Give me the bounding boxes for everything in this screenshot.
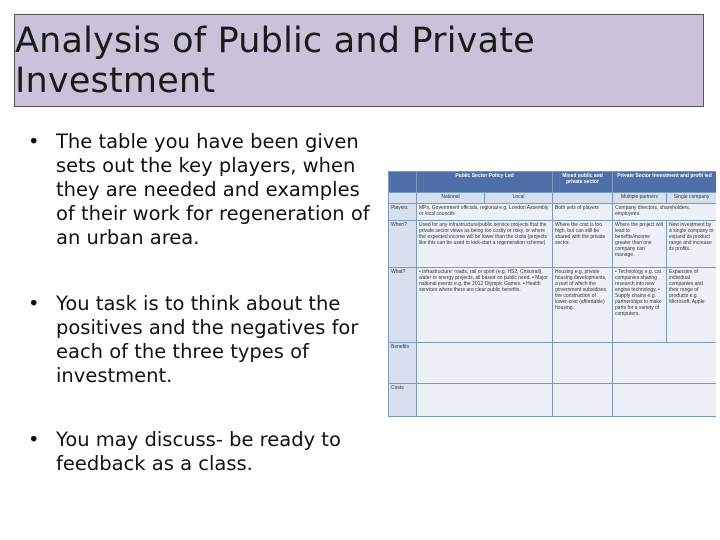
cell-players-private: Company directors, shareholders, employees bbox=[613, 204, 716, 221]
investment-table bbox=[388, 171, 716, 417]
table-row bbox=[389, 221, 717, 268]
cell-benefits-public bbox=[417, 343, 553, 384]
subheader-single-company: Single company bbox=[667, 193, 716, 204]
cell-what-private-single: Expansion of individual companies and their range of products e.g. Microsoft, Apple bbox=[667, 268, 716, 343]
cell-when-private-multi: Where the project will lead to benefits/income greater than one company can manage. bbox=[613, 221, 667, 268]
table-row bbox=[389, 343, 717, 384]
bullet-item bbox=[28, 292, 378, 388]
cell-players-mixed: Both sets of players bbox=[553, 204, 613, 221]
table-header-row bbox=[389, 172, 717, 193]
cell-what-mixed: Housing e.g. private housing developments, a part of which the government subsidises the construction of lower-cost (affordable) housing. bbox=[553, 268, 613, 343]
subheader-mixed bbox=[553, 193, 613, 204]
row-label-what: What? bbox=[389, 268, 417, 343]
subheader-national: National bbox=[417, 193, 485, 204]
investment-table-image bbox=[388, 171, 716, 417]
table-subheader-row bbox=[389, 193, 717, 204]
bullet-icon: • bbox=[28, 130, 40, 153]
cell-when-public: Used for any infrastructure/public service projects that the private sector views as being too costly or risky, or where the expected income will be lower than the costs (projects like this can be used to kick-start a regeneration scheme) bbox=[417, 221, 553, 268]
slide-title: Analysis of Public and Private Investment bbox=[15, 20, 535, 101]
title-box bbox=[14, 14, 704, 107]
bullet-text: You may discuss- be ready to feedback as a class. bbox=[56, 428, 341, 475]
cell-what-private-multi: • Technology e.g. car companies sharing research into new engine technology. • Supply chains e.g. partnerships to make parts for a variety of computers. bbox=[613, 268, 667, 343]
bullet-list bbox=[28, 130, 378, 476]
table-row bbox=[389, 384, 717, 417]
row-label-costs: Costs bbox=[389, 384, 417, 417]
cell-when-private-single: New investment by a single company to expand its product range and increase its profits. bbox=[667, 221, 716, 268]
bullet-item bbox=[28, 428, 378, 476]
bullet-icon: • bbox=[28, 292, 40, 315]
subheader-local: Local bbox=[485, 193, 553, 204]
row-label-players: Players bbox=[389, 204, 417, 221]
bullet-item bbox=[28, 130, 378, 250]
cell-costs-mixed bbox=[553, 384, 613, 417]
header-mixed: Mixed public and private sector bbox=[553, 172, 613, 193]
bullet-text: You task is to think about the positives and the negatives for each of the three types of investment. bbox=[56, 292, 359, 387]
cell-benefits-private bbox=[613, 343, 716, 384]
table-corner-cell bbox=[389, 193, 417, 204]
table-row bbox=[389, 204, 717, 221]
header-public: Public Sector Policy Led bbox=[417, 172, 553, 193]
cell-costs-public bbox=[417, 384, 553, 417]
header-private: Private Sector Investment and profit led bbox=[613, 172, 716, 193]
row-label-when: When? bbox=[389, 221, 417, 268]
row-label-benefits: Benefits bbox=[389, 343, 417, 384]
table-row bbox=[389, 268, 717, 343]
subheader-multiple-partners: Multiple partners bbox=[613, 193, 667, 204]
cell-costs-private bbox=[613, 384, 716, 417]
cell-what-public: • Infrastructure: roads, rail or sport (e.g. HS2, Crossrail), water or energy projects, all based on public need. • Major national events e.g. the 2012 Olympic Games. • Health services where there are clear public benefits. bbox=[417, 268, 553, 343]
bullet-icon: • bbox=[28, 428, 40, 451]
cell-when-mixed: Where the cost is too high, but can still be shared with the private sector. bbox=[553, 221, 613, 268]
bullet-text: The table you have been given sets out the key players, when they are needed and examples of their work for regeneration of an urban area. bbox=[56, 130, 370, 249]
table-corner-cell bbox=[389, 172, 417, 193]
cell-benefits-mixed bbox=[553, 343, 613, 384]
cell-players-public: MPs, Government officials, regional e.g. London Assembly or local councils bbox=[417, 204, 553, 221]
